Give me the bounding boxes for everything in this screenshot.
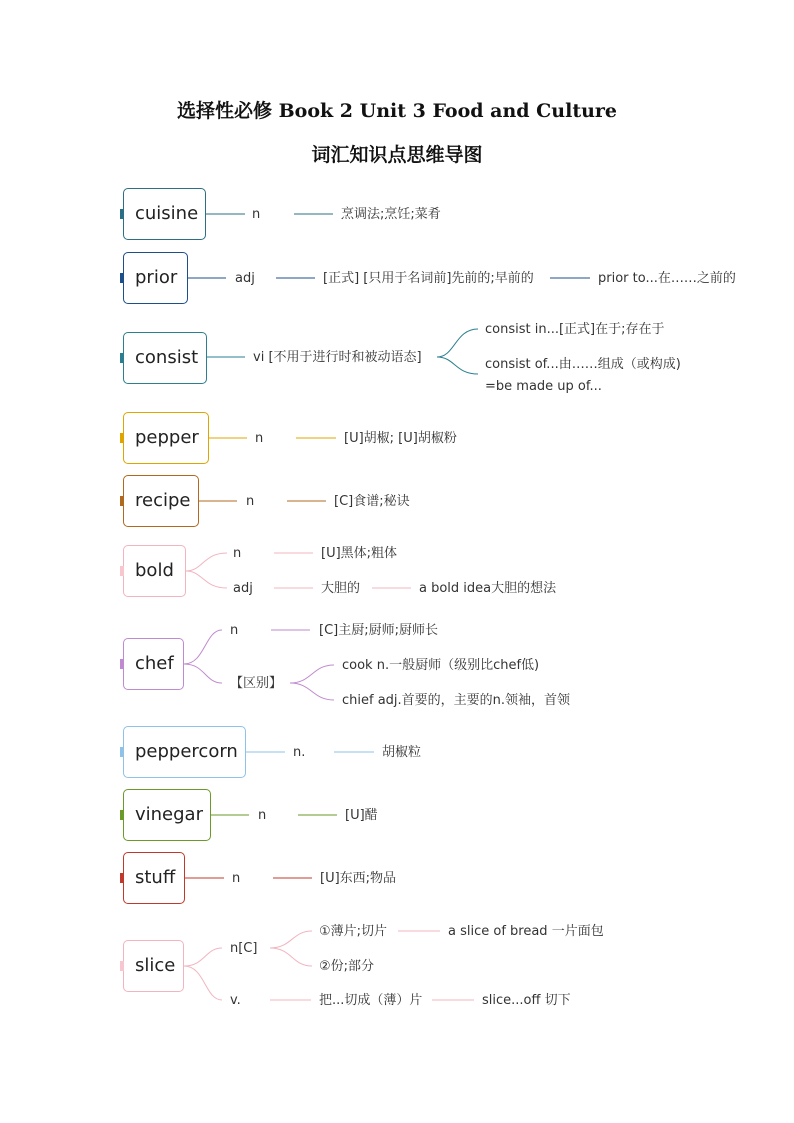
- word-node-recipe[interactable]: [123, 475, 199, 527]
- example: slice...off 切下: [482, 993, 571, 1008]
- node-marker: [120, 961, 124, 971]
- node-marker: [120, 433, 124, 443]
- part-of-speech: n: [230, 623, 239, 638]
- word-label: peppercorn: [135, 741, 238, 762]
- phrase: consist of...由……组成（或构成): [485, 357, 681, 372]
- document-title: 选择性必修 Book 2 Unit 3 Food and Culture: [176, 100, 618, 122]
- meaning: [U]东西;物品: [320, 871, 397, 886]
- word-node-consist[interactable]: [123, 332, 207, 384]
- word-label: cuisine: [135, 203, 199, 224]
- word-node-vinegar[interactable]: [123, 789, 211, 841]
- node-marker: [120, 496, 124, 506]
- node-marker: [120, 273, 124, 283]
- node-marker: [120, 209, 124, 219]
- word-node-prior[interactable]: [123, 252, 188, 304]
- meaning: [C]食谱;秘诀: [334, 494, 410, 509]
- word-label: slice: [135, 955, 176, 976]
- node-marker: [120, 810, 124, 820]
- part-of-speech: n: [255, 431, 264, 446]
- word-node-bold[interactable]: [123, 545, 186, 597]
- word-node-cuisine[interactable]: [123, 188, 206, 240]
- word-label: stuff: [135, 867, 176, 888]
- word-label: pepper: [135, 427, 199, 448]
- word-node-stuff[interactable]: [123, 852, 185, 904]
- word-label: recipe: [135, 490, 191, 511]
- distinction-label: 【区别】: [230, 676, 283, 691]
- phrase: prior to...在……之前的: [598, 271, 736, 286]
- distinction-item: chief adj.首要的，主要的n.领袖，首领: [342, 693, 571, 708]
- word-node-slice[interactable]: [123, 940, 184, 992]
- meaning: [U]胡椒; [U]胡椒粉: [344, 431, 457, 446]
- meaning: [正式] [只用于名词前]先前的;早前的: [323, 271, 534, 286]
- meaning: 胡椒粒: [382, 745, 422, 760]
- phrase: =be made up of...: [485, 379, 602, 394]
- document-subtitle: 词汇知识点思维导图: [311, 144, 483, 166]
- word-node-pepper[interactable]: [123, 412, 209, 464]
- phrase: consist in...[正式]在于;存在于: [485, 322, 665, 337]
- node-marker: [120, 566, 124, 576]
- node-marker: [120, 747, 124, 757]
- part-of-speech: n: [258, 808, 267, 823]
- meaning: 烹调法;烹饪;菜肴: [341, 207, 441, 222]
- example: a bold idea大胆的想法: [419, 581, 557, 596]
- meaning: ②份;部分: [319, 959, 375, 974]
- word-label: chef: [135, 653, 174, 674]
- word-node-peppercorn[interactable]: [123, 726, 246, 778]
- part-of-speech: vi [不用于进行时和被动语态]: [253, 350, 422, 365]
- meaning: ①薄片;切片: [319, 924, 388, 939]
- meaning: [C]主厨;厨师;厨师长: [319, 623, 438, 638]
- node-marker: [120, 659, 124, 669]
- part-of-speech: n: [246, 494, 255, 509]
- meaning: 把...切成（薄）片: [319, 993, 423, 1008]
- part-of-speech: n: [233, 546, 242, 561]
- word-node-chef[interactable]: [123, 638, 184, 690]
- word-label: bold: [135, 560, 174, 581]
- part-of-speech: n[C]: [230, 941, 258, 956]
- part-of-speech: adj: [235, 271, 255, 286]
- part-of-speech: adj: [233, 581, 253, 596]
- meaning: 大胆的: [321, 581, 361, 596]
- distinction-item: cook n.一般厨师（级别比chef低): [342, 658, 540, 673]
- word-label: prior: [135, 267, 178, 288]
- meaning: [U]醋: [345, 808, 378, 823]
- part-of-speech: v.: [230, 993, 241, 1008]
- word-label: vinegar: [135, 804, 203, 825]
- meaning: [U]黑体;粗体: [321, 546, 398, 561]
- part-of-speech: n: [252, 207, 261, 222]
- word-label: consist: [135, 347, 199, 368]
- node-marker: [120, 873, 124, 883]
- example: a slice of bread 一片面包: [448, 924, 604, 939]
- part-of-speech: n.: [293, 745, 306, 760]
- node-marker: [120, 353, 124, 363]
- part-of-speech: n: [232, 871, 241, 886]
